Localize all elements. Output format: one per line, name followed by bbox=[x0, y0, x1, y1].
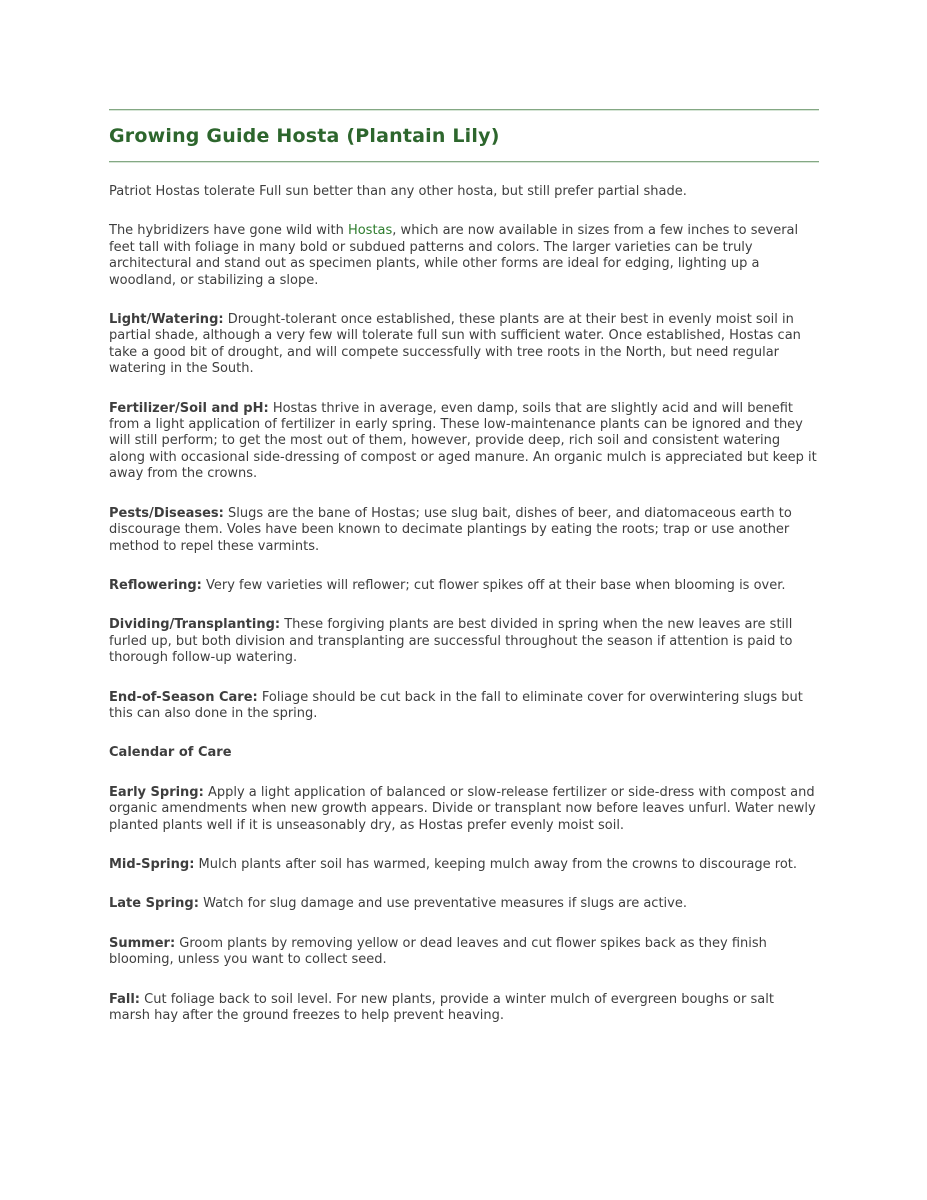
section-text-light-watering: Drought-tolerant once established, these plants are at their best in evenly moist soil in partial shade, although a very few will tolerate full sun with sufficient water. Once established, Hostas can take a good bit of drought, and will compete successfully with tree roots in the North, but need regular watering in the South. bbox=[109, 312, 801, 377]
calendar-summer bbox=[109, 936, 819, 969]
section-text-end-of-season-care: Foliage should be cut back in the fall to eliminate cover for overwintering slugs but this can also done in the spring. bbox=[109, 689, 803, 721]
section-label-light-watering: Light/Watering: bbox=[109, 312, 224, 328]
section-text-pests-diseases: Slugs are the bane of Hostas; use slug bait, dishes of beer, and diatomaceous earth to discourage them. Voles have been known to decimate plantings by eating the roots; trap or use another method to repel these varmints. bbox=[109, 505, 792, 554]
section-label-reflowering: Reflowering: bbox=[109, 577, 202, 593]
section-label-pests-diseases: Pests/Diseases: bbox=[109, 505, 224, 521]
section-light-watering bbox=[109, 312, 819, 378]
overview-paragraph bbox=[109, 223, 819, 289]
calendar-text-summer: Groom plants by removing yellow or dead leaves and cut flower spikes back as they finish blooming, unless you want to collect seed. bbox=[109, 935, 767, 968]
overview-text-after: , which are now available in sizes from a few inches to several feet tall with foliage in many bold or subdued patterns and colors. The larger varieties can be truly architectural and stand out as specimen plants, while other forms are ideal for edging, lighting up a woodland, or stabilizing a slope. bbox=[109, 223, 799, 288]
overview-text-before: The hybridizers have gone wild with bbox=[109, 223, 348, 239]
section-label-dividing-transplanting: Dividing/Transplanting: bbox=[109, 617, 281, 633]
section-text-dividing-transplanting: These forgiving plants are best divided in spring when the new leaves are still furled up, but both division and transplanting are successful throughout the season if attention is paid to thorough follow-up watering. bbox=[109, 617, 793, 666]
calendar-mid-spring bbox=[109, 857, 819, 873]
section-text-fertilizer-soil-ph: Hostas thrive in average, even damp, soils that are slightly acid and will benefit from a light application of fertilizer in early spring. These low-maintenance plants can be ignored and they will still perform; to get the most out of them, however, provide deep, rich soil and consistent watering along with occasional side-dressing of compost or aged manure. An organic mulch is appreciated but keep it away from the crowns. bbox=[109, 400, 817, 482]
calendar-text-mid-spring: Mulch plants after soil has warmed, keeping mulch away from the crowns to discourage rot. bbox=[198, 856, 798, 872]
section-end-of-season-care bbox=[109, 690, 819, 723]
top-divider bbox=[109, 109, 819, 111]
calendar-early-spring bbox=[109, 785, 819, 834]
title-divider bbox=[109, 161, 819, 163]
document-content bbox=[109, 109, 819, 1024]
calendar-of-care-heading: Calendar of Care bbox=[109, 745, 232, 761]
section-pests-diseases bbox=[109, 506, 819, 555]
calendar-label-late-spring: Late Spring: bbox=[109, 896, 199, 912]
section-reflowering bbox=[109, 578, 819, 594]
section-label-end-of-season-care: End-of-Season Care: bbox=[109, 689, 258, 705]
section-fertilizer-soil-ph bbox=[109, 401, 819, 483]
hostas-link[interactable]: Hostas bbox=[347, 223, 393, 239]
page-title: Growing Guide Hosta (Plantain Lily) bbox=[109, 125, 500, 147]
calendar-label-mid-spring: Mid-Spring: bbox=[109, 856, 195, 872]
calendar-fall bbox=[109, 992, 819, 1025]
calendar-text-late-spring: Watch for slug damage and use preventative measures if slugs are active. bbox=[203, 896, 687, 912]
calendar-text-fall: Cut foliage back to soil level. For new plants, provide a winter mulch of evergreen boughs or salt marsh hay after the ground freezes to help prevent heaving. bbox=[109, 991, 774, 1023]
section-label-fertilizer-soil-ph: Fertilizer/Soil and pH: bbox=[109, 400, 269, 416]
calendar-label-early-spring: Early Spring: bbox=[109, 784, 204, 800]
calendar-label-fall: Fall: bbox=[109, 991, 141, 1007]
section-text-reflowering: Very few varieties will reflower; cut flower spikes off at their base when blooming is over. bbox=[206, 577, 786, 593]
calendar-label-summer: Summer: bbox=[109, 935, 176, 951]
calendar-text-early-spring: Apply a light application of balanced or slow-release fertilizer or side-dress with compost and organic amendments when new growth appears. Divide or transplant now before leaves unfurl. Water newly planted plants well if it is unseasonably dry, as Hostas prefer evenly moist soil. bbox=[109, 784, 816, 833]
intro-paragraph: Patriot Hostas tolerate Full sun better than any other hosta, but still prefer partial shade. bbox=[109, 184, 687, 199]
section-dividing-transplanting bbox=[109, 617, 819, 666]
calendar-late-spring bbox=[109, 896, 819, 912]
